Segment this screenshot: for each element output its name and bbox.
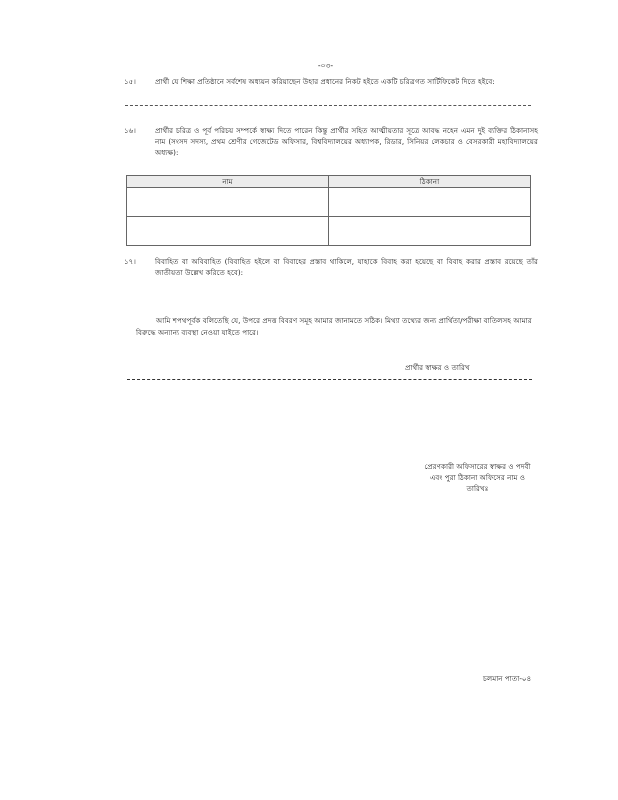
reference-table-header [127,176,531,188]
forwarding-officer-line-2: এবং পুরা ঠিকানা অফিসের নাম ও [429,473,526,483]
item-16-text: প্রার্থীর চরিত্র ও পূর্ব পরিচয় সম্পর্কে স্বাক্ষ্য দিতে পারেন কিন্তু প্রার্থীর সহিত আত্মীয়তার সূত্রে আবদ্ধ নহেন এমন দুই ব্যক্তির ঠিকানাসহ নাম (সংসদ সদস্য, প্রথম শ্রেণীর গেজেটেড অফিসার, বিশ্ববিদ্যালয়ের অধ্যাপক, রিডার, সিনিয়র লেকচার ও বেসরকারী মহাবিদ্যালয়ের অধ্যক্ষ): [155,126,538,158]
table-row [127,217,531,246]
item-15-fill-line [125,105,531,106]
column-header-name: নাম [127,176,329,188]
reference-1-address-cell[interactable] [329,188,531,217]
item-16-number: ১৬। [124,126,136,135]
item-15-text: প্রার্থী যে শিক্ষা প্রতিষ্ঠানে সর্বশেষ অধ্যয়ন করিয়াছেন উহার প্রধানের নিকট হইতে একটি চরিত্রগত সার্টিফিকেট দিতে হইবে: [155,77,495,86]
reference-1-name-cell[interactable] [127,188,329,217]
declaration-text: আমি শপথপূর্বক বলিতেছি যে, উপরে প্রদত্ত বিবরণ সমূহ আমার জানামতে সঠিক। মিথ্যা তথ্যের জন্য প্রার্থিতা/পরীক্ষা বাতিলসহ আমার বিরুদ্ধে অন্যান্য ব্যবস্থা নেওয়া যাইতে পারে। [136,316,532,337]
reference-table [126,175,531,246]
item-17-number: ১৭। [124,257,136,266]
column-header-address: ঠিকানা [329,176,531,188]
forwarding-officer-line-3: তারিখঃ [466,484,489,494]
page-number: -০৩- [317,61,334,70]
forwarding-officer-block [385,461,570,494]
table-row [127,188,531,217]
forwarding-officer-line-1: প্রেরণকারী অফিসারের স্বাক্ষর ও পদবী [424,462,531,471]
reference-2-address-cell[interactable] [329,217,531,246]
item-17-text: বিবাহিত বা অবিবাহিত (বিবাহিত হইলে বা বিবাহের প্রস্তাব থাকিলে, যাহাকে বিবাহ করা হয়েছে বা বিবাহ করার প্রস্তাব রয়েছে তাঁর জাতীয়তা উল্লেখ করিতে হবে): [155,257,538,278]
continued-page-label: চলমান পাতা-০৪ [483,674,532,683]
applicant-signature-label: প্রার্থীর স্বাক্ষর ও তারিখ [405,363,470,372]
item-15-number: ১৫। [124,77,136,86]
signature-separator-line [127,379,532,380]
reference-2-name-cell[interactable] [127,217,329,246]
